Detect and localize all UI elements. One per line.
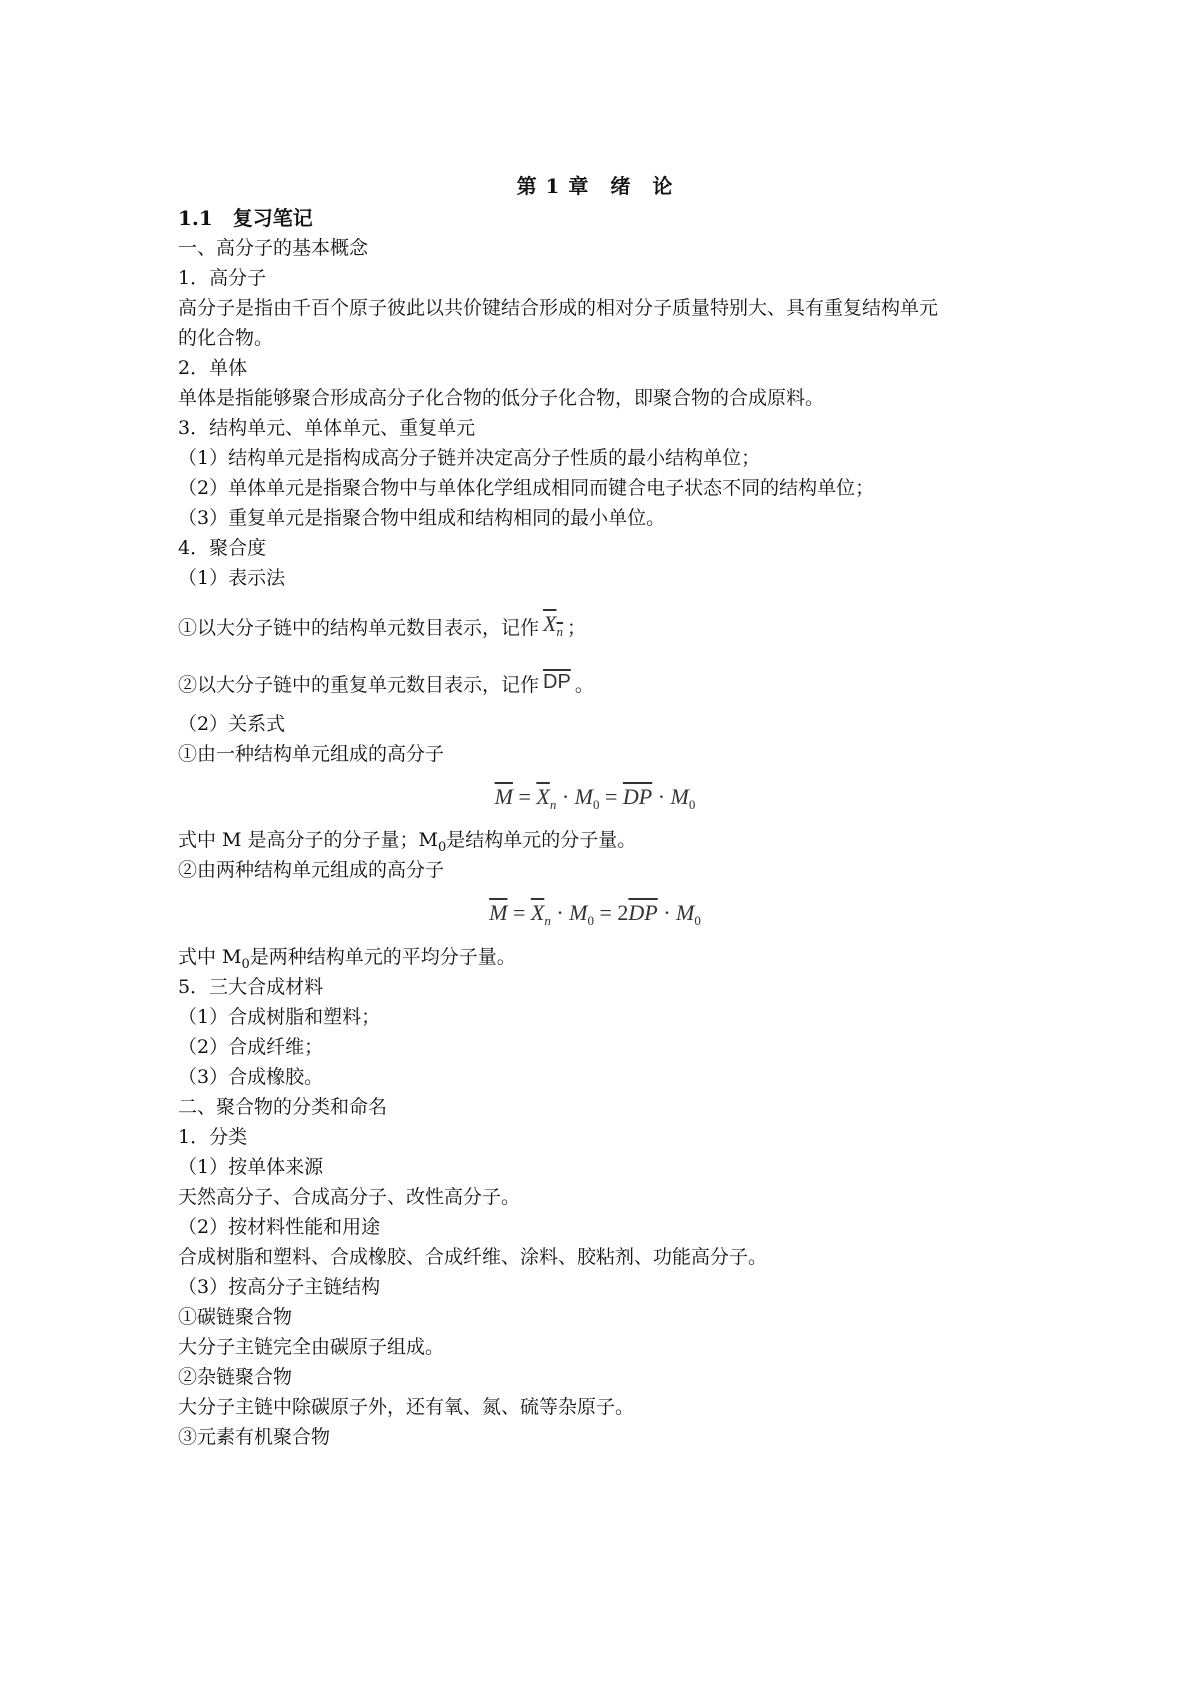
notation-dp-end: 。 (574, 674, 594, 696)
paragraph-polymer-def-2: 的化合物。 (178, 327, 274, 349)
paragraph-monomer-def: 单体是指能够聚合形成高分子化合物的低分子化合物，即聚合物的合成原料。 (178, 387, 825, 409)
subheading-synthetic-materials: 5．三大合成材料 (178, 976, 324, 998)
dp-symbol: $\overline{DP}$ (543, 671, 571, 693)
list-item-fiber: （2）合成纤维； (178, 1036, 324, 1058)
paragraph-hetero-chain: 大分子主链中除碳原子外，还有氧、氮、硫等杂原子。 (178, 1396, 635, 1418)
list-item-notation: （1）表示法 (178, 567, 286, 589)
list-item-carbon-chain: ①碳链聚合物 (178, 1306, 293, 1328)
notation-dp-text: ②以大分子链中的重复单元数目表示，记作 (178, 674, 540, 696)
list-item-two-units: ②由两种结构单元组成的高分子 (178, 859, 445, 881)
subheading-polymer: 1．高分子 (178, 267, 267, 289)
chapter-title: 第 1 章 绪 论 (516, 174, 674, 198)
subheading-monomer: 2．单体 (178, 357, 248, 379)
heading-2: 二、聚合物的分类和命名 (178, 1096, 388, 1118)
list-item-single-unit: ①由一种结构单元组成的高分子 (178, 743, 445, 765)
formula-single-unit-note: 式中 M 是高分子的分子量；$M_0$是结构单元的分子量。 (178, 829, 637, 855)
notation-dp-line (178, 668, 594, 699)
formula-two-units: $\overline{M} = \overline{X}_n \cdot M_0 = 2\overline{DP} \cdot M_0$ (489, 900, 701, 928)
list-item-rubber: （3）合成橡胶。 (178, 1066, 324, 1088)
list-item-by-source: （1）按单体来源 (178, 1156, 324, 1178)
notation-xn-line (178, 610, 586, 646)
paragraph-by-source: 天然高分子、合成高分子、改性高分子。 (178, 1186, 521, 1208)
paragraph-by-usage: 合成树脂和塑料、合成橡胶、合成纤维、涂料、胶粘剂、功能高分子。 (178, 1246, 768, 1268)
list-item-monomer-unit: （2）单体单元是指聚合物中与单体化学组成相同而键合电子状态不同的结构单位； (178, 477, 875, 499)
list-item-repeat-unit: （3）重复单元是指聚合物中组成和结构相同的最小单位。 (178, 507, 666, 529)
list-item-hetero-chain: ②杂链聚合物 (178, 1366, 293, 1388)
paragraph-carbon-chain: 大分子主链完全由碳原子组成。 (178, 1336, 445, 1358)
paragraph-polymer-def-1: 高分子是指由千百个原子彼此以共价键结合形成的相对分子质量特别大、具有重复结构单元 (178, 297, 939, 319)
list-item-by-backbone: （3）按高分子主链结构 (178, 1276, 381, 1298)
list-item-structural-unit: （1）结构单元是指构成高分子链并决定高分子性质的最小结构单位； (178, 447, 761, 469)
xn-symbol: $X_n$ (543, 611, 563, 639)
subheading-degree-of-polymerization: 4．聚合度 (178, 537, 267, 559)
list-item-element-organic: ③元素有机聚合物 (178, 1426, 331, 1448)
subheading-classification: 1．分类 (178, 1126, 248, 1148)
notation-xn-end: ； (566, 617, 586, 639)
heading-1: 一、高分子的基本概念 (178, 237, 369, 259)
notation-xn-text: ①以大分子链中的结构单元数目表示，记作 (178, 617, 540, 639)
formula-two-units-note: 式中 $M_0$是两种结构单元的平均分子量。 (178, 946, 516, 972)
list-item-resin-plastic: （1）合成树脂和塑料； (178, 1006, 381, 1028)
section-title: 1.1 复习笔记 (178, 206, 313, 230)
formula-single-unit: $\overline{M} = \overline{X}_n \cdot M_0 = \overline{DP} \cdot M_0$ (494, 784, 696, 812)
subheading-units: 3．结构单元、单体单元、重复单元 (178, 417, 476, 439)
list-item-relation: （2）关系式 (178, 713, 286, 735)
list-item-by-usage: （2）按材料性能和用途 (178, 1216, 381, 1238)
